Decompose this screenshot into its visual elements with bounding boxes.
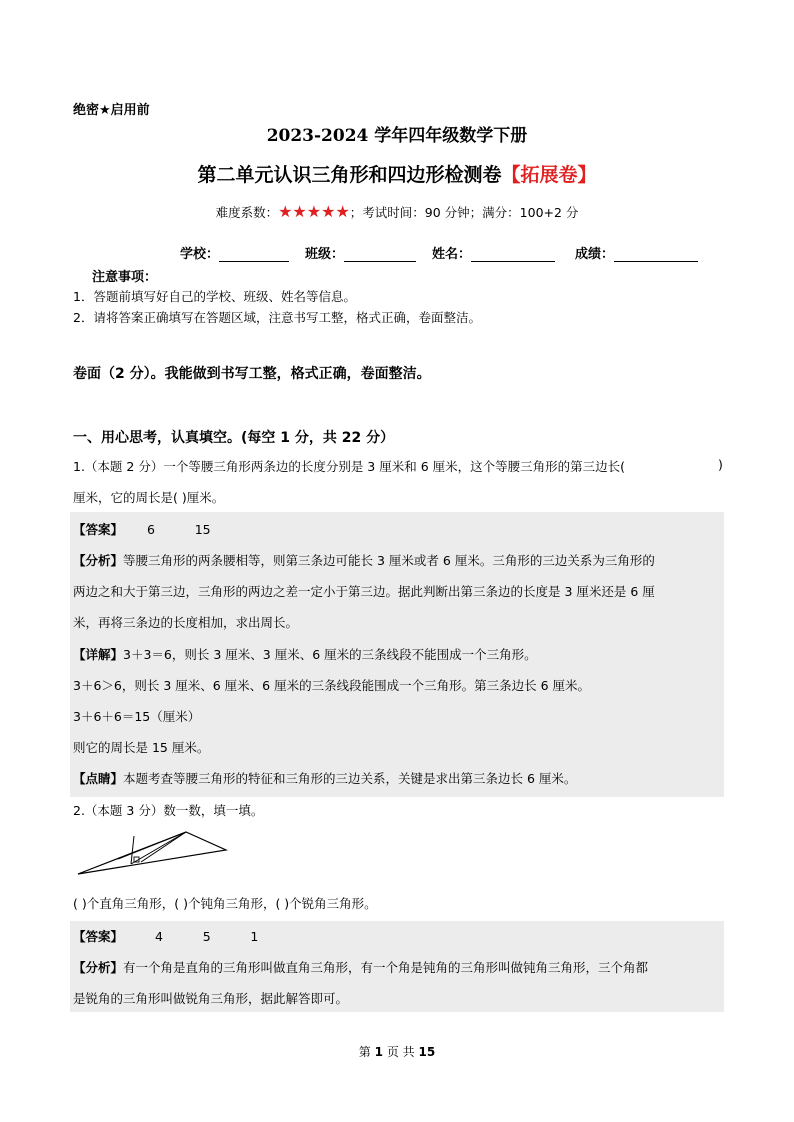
- aux-line: [118, 859, 131, 864]
- notice-item: 2．请将答案正确填写在答题区域，注意书写工整，格式正确，卷面整洁。: [73, 310, 481, 325]
- school-field[interactable]: [180, 243, 289, 262]
- footer-pre: 第: [358, 1045, 371, 1059]
- q1-detail: [73, 645, 537, 663]
- analysis-text: 等腰三角形的两条腰相等，则第三条边可能长 3 厘米或者 6 厘米。三角形的三边关系为三角形的: [123, 553, 655, 568]
- page-footer: [0, 1043, 794, 1060]
- page-title: 2023-2024 学年四年级数学下册: [266, 126, 528, 146]
- difficulty-label: 难度系数：: [215, 205, 279, 220]
- exam-meta: [0, 202, 794, 221]
- name-label: 姓名：: [432, 247, 472, 262]
- difficulty-stars: ★★★★★: [278, 202, 350, 221]
- name-field[interactable]: [432, 243, 555, 262]
- analysis-tag: 【分析】: [73, 553, 124, 568]
- triangle-figure: [74, 828, 230, 878]
- q1-analysis-line: 米，再将三条边的长度相加，求出周长。: [73, 615, 299, 630]
- school-label: 学校：: [180, 247, 220, 262]
- answer-values: 4 5 1: [155, 929, 259, 944]
- secret-label: 绝密★启用前: [73, 103, 150, 118]
- notice-item: 1．答题前填写好自己的学校、班级、姓名等信息。: [73, 289, 356, 304]
- q1-stem-end: ): [718, 457, 723, 472]
- q1-answer: [73, 520, 211, 538]
- footer-page-number: 1: [374, 1045, 383, 1059]
- score-field[interactable]: [575, 243, 698, 262]
- analysis-text: 有一个角是直角的三角形叫做直角三角形，有一个角是钝角的三角形叫做钝角三角形，三个角都: [123, 960, 649, 975]
- subtitle-tag: 【拓展卷】: [501, 164, 597, 186]
- analysis-tag: 【分析】: [73, 960, 124, 975]
- neatness-section: 卷面（2 分）。我能做到书写工整，格式正确，卷面整洁。: [73, 366, 431, 382]
- q1-detail-line: 3＋6＞6，则长 3 厘米、6 厘米、6 厘米的三条线段能围成一个三角形。第三条边长 6 厘米。: [73, 678, 591, 693]
- footer-mid: 页 共: [386, 1045, 415, 1059]
- class-label: 班级：: [305, 247, 345, 262]
- score-label: 成绩：: [575, 247, 615, 262]
- q1-stem-line2: 厘米，它的周长是( )厘米。: [73, 490, 225, 505]
- q2-blanks: ( )个直角三角形，( )个钝角三角形，( )个锐角三角形。: [73, 896, 377, 911]
- point-tag: 【点睛】: [73, 771, 124, 786]
- subtitle-main: 第二单元认识三角形和四边形检测卷: [197, 164, 502, 186]
- q2-analysis: [73, 958, 648, 976]
- q1-analysis: [73, 551, 655, 569]
- point-text: 本题考查等腰三角形的特征和三角形的三边关系，关键是求出第三条边长 6 厘米。: [123, 771, 577, 786]
- q1-detail-line: 3＋6＋6＝15（厘米）: [73, 709, 201, 724]
- page-subtitle: [0, 160, 794, 187]
- q2-stem: 2.（本题 3 分）数一数，填一填。: [73, 803, 264, 818]
- q1-point: [73, 769, 576, 787]
- answer-tag: 【答案】: [73, 929, 124, 944]
- q1-detail-line: 则它的周长是 15 厘米。: [73, 740, 210, 755]
- q2-answer: [73, 927, 258, 945]
- school-blank[interactable]: [219, 247, 289, 262]
- exam-time-score: ；考试时间：90 分钟；满分：100+2 分: [349, 205, 579, 220]
- detail-tag: 【详解】: [73, 647, 124, 662]
- score-blank[interactable]: [614, 247, 698, 262]
- answer-values: 6 15: [147, 522, 211, 537]
- q1-analysis-line: 两边之和大于第三边，三角形的两边之差一定小于第三边。据此判断出第三条边的长度是 3 厘米还是 6 厘: [73, 584, 655, 599]
- detail-text: 3＋3＝6，则长 3 厘米、3 厘米、6 厘米的三条线段不能围成一个三角形。: [123, 647, 537, 662]
- section-heading: 一、用心思考，认真填空。(每空 1 分，共 22 分）: [73, 430, 395, 446]
- notice-heading: 注意事项：: [92, 270, 158, 285]
- outer-triangle: [78, 832, 226, 874]
- q2-analysis-line: 是锐角的三角形叫做锐角三角形，据此解答即可。: [73, 991, 349, 1006]
- q1-stem: 1.（本题 2 分）一个等腰三角形两条边的长度分别是 3 厘米和 6 厘米，这个等腰三角形的第三边长(: [73, 459, 626, 474]
- footer-total-pages: 15: [418, 1045, 436, 1059]
- answer-tag: 【答案】: [73, 522, 124, 537]
- student-info-fields: [180, 243, 714, 262]
- class-blank[interactable]: [344, 247, 416, 262]
- class-field[interactable]: [305, 243, 416, 262]
- name-blank[interactable]: [471, 247, 555, 262]
